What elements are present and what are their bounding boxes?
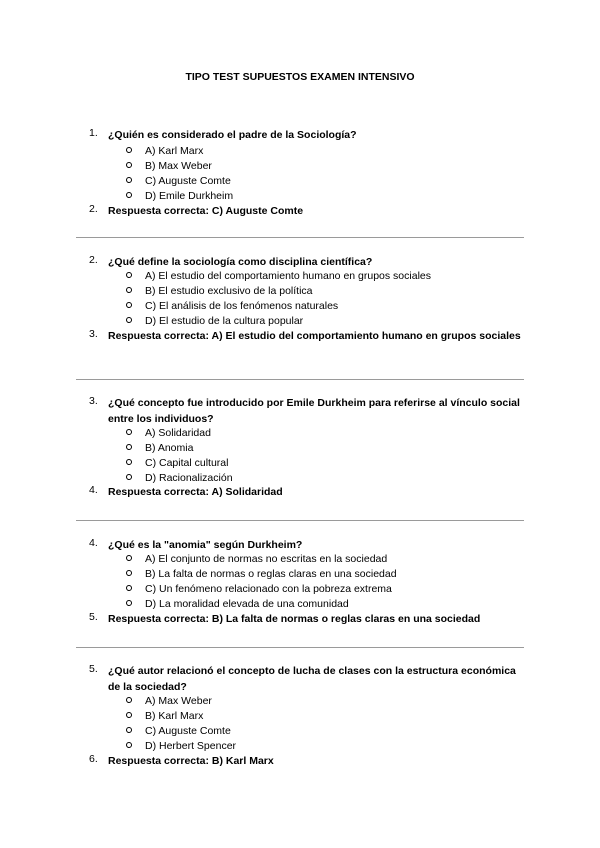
option-text: D) Herbert Spencer bbox=[145, 740, 237, 752]
separator-line bbox=[76, 237, 524, 238]
option-text: D) El estudio de la cultura popular bbox=[145, 315, 304, 327]
option-item bbox=[0, 597, 600, 612]
answer-number: 3. bbox=[89, 328, 98, 340]
option-item bbox=[0, 456, 600, 471]
question-text: ¿Qué es la "anomia" según Durkheim? bbox=[108, 539, 303, 551]
question-text: ¿Qué autor relacionó el concepto de lucha de clases con la estructura económica de la sociedad? bbox=[108, 665, 516, 693]
option-text: B) El estudio exclusivo de la política bbox=[145, 285, 313, 297]
circle-bullet-icon bbox=[126, 317, 132, 323]
question-number: 2. bbox=[89, 254, 98, 266]
option-text: A) Max Weber bbox=[145, 695, 212, 707]
circle-bullet-icon bbox=[126, 727, 132, 733]
question-number: 3. bbox=[89, 395, 98, 407]
answer-number: 5. bbox=[89, 611, 98, 623]
option-text: A) El estudio del comportamiento humano en grupos sociales bbox=[145, 270, 431, 282]
option-text: B) Anomia bbox=[145, 442, 194, 454]
option-item bbox=[0, 269, 600, 284]
circle-bullet-icon bbox=[126, 177, 132, 183]
question-text: ¿Qué concepto fue introducido por Emile Durkheim para referirse al vínculo social entre los individuos? bbox=[108, 397, 520, 425]
question-text: ¿Qué define la sociología como disciplina científica? bbox=[108, 256, 373, 268]
answer-text: Respuesta correcta: C) Auguste Comte bbox=[108, 205, 304, 217]
circle-bullet-icon bbox=[126, 272, 132, 278]
option-item bbox=[0, 739, 600, 754]
circle-bullet-icon bbox=[126, 555, 132, 561]
option-item bbox=[0, 582, 600, 597]
answer-number: 2. bbox=[89, 203, 98, 215]
option-item bbox=[0, 441, 600, 456]
circle-bullet-icon bbox=[126, 697, 132, 703]
circle-bullet-icon bbox=[126, 147, 132, 153]
circle-bullet-icon bbox=[126, 192, 132, 198]
option-item bbox=[0, 144, 600, 159]
option-item bbox=[0, 552, 600, 567]
option-text: A) El conjunto de normas no escritas en la sociedad bbox=[145, 553, 388, 565]
option-item bbox=[0, 694, 600, 709]
circle-bullet-icon bbox=[126, 444, 132, 450]
option-text: D) Racionalización bbox=[145, 472, 233, 484]
option-text: C) Auguste Comte bbox=[145, 725, 231, 737]
option-item bbox=[0, 314, 600, 329]
option-item bbox=[0, 284, 600, 299]
option-item bbox=[0, 724, 600, 739]
circle-bullet-icon bbox=[126, 287, 132, 293]
option-text: C) Auguste Comte bbox=[145, 175, 231, 187]
circle-bullet-icon bbox=[126, 585, 132, 591]
answer-number: 4. bbox=[89, 484, 98, 496]
question-number: 4. bbox=[89, 537, 98, 549]
option-text: C) Un fenómeno relacionado con la pobreza extrema bbox=[145, 583, 392, 595]
circle-bullet-icon bbox=[126, 459, 132, 465]
option-item bbox=[0, 426, 600, 441]
answer-text: Respuesta correcta: A) Solidaridad bbox=[108, 486, 283, 498]
option-item bbox=[0, 567, 600, 582]
separator-line bbox=[76, 520, 524, 521]
option-text: C) Capital cultural bbox=[145, 457, 229, 469]
answer-number: 6. bbox=[89, 753, 98, 765]
answer-text: Respuesta correcta: B) La falta de normas o reglas claras en una sociedad bbox=[108, 613, 481, 625]
circle-bullet-icon bbox=[126, 600, 132, 606]
question-number: 5. bbox=[89, 663, 98, 675]
option-item bbox=[0, 709, 600, 724]
question-text: ¿Quién es considerado el padre de la Sociología? bbox=[108, 129, 357, 141]
circle-bullet-icon bbox=[126, 570, 132, 576]
answer-text: Respuesta correcta: B) Karl Marx bbox=[108, 755, 274, 767]
circle-bullet-icon bbox=[126, 302, 132, 308]
circle-bullet-icon bbox=[126, 429, 132, 435]
option-text: D) La moralidad elevada de una comunidad bbox=[145, 598, 349, 610]
option-item bbox=[0, 159, 600, 174]
option-text: B) Max Weber bbox=[145, 160, 212, 172]
circle-bullet-icon bbox=[126, 474, 132, 480]
circle-bullet-icon bbox=[126, 742, 132, 748]
option-text: A) Karl Marx bbox=[145, 145, 204, 157]
answer-text: Respuesta correcta: A) El estudio del comportamiento humano en grupos sociales bbox=[108, 330, 521, 342]
option-text: A) Solidaridad bbox=[145, 427, 211, 439]
option-item bbox=[0, 189, 600, 204]
option-text: B) Karl Marx bbox=[145, 710, 204, 722]
circle-bullet-icon bbox=[126, 162, 132, 168]
option-text: C) El análisis de los fenómenos naturales bbox=[145, 300, 339, 312]
option-item bbox=[0, 299, 600, 314]
separator-line bbox=[76, 647, 524, 648]
separator-line bbox=[76, 379, 524, 380]
option-item bbox=[0, 174, 600, 189]
question-number: 1. bbox=[89, 127, 98, 139]
page-title: TIPO TEST SUPUESTOS EXAMEN INTENSIVO bbox=[185, 71, 415, 83]
circle-bullet-icon bbox=[126, 712, 132, 718]
option-text: B) La falta de normas o reglas claras en una sociedad bbox=[145, 568, 397, 580]
option-text: D) Emile Durkheim bbox=[145, 190, 234, 202]
